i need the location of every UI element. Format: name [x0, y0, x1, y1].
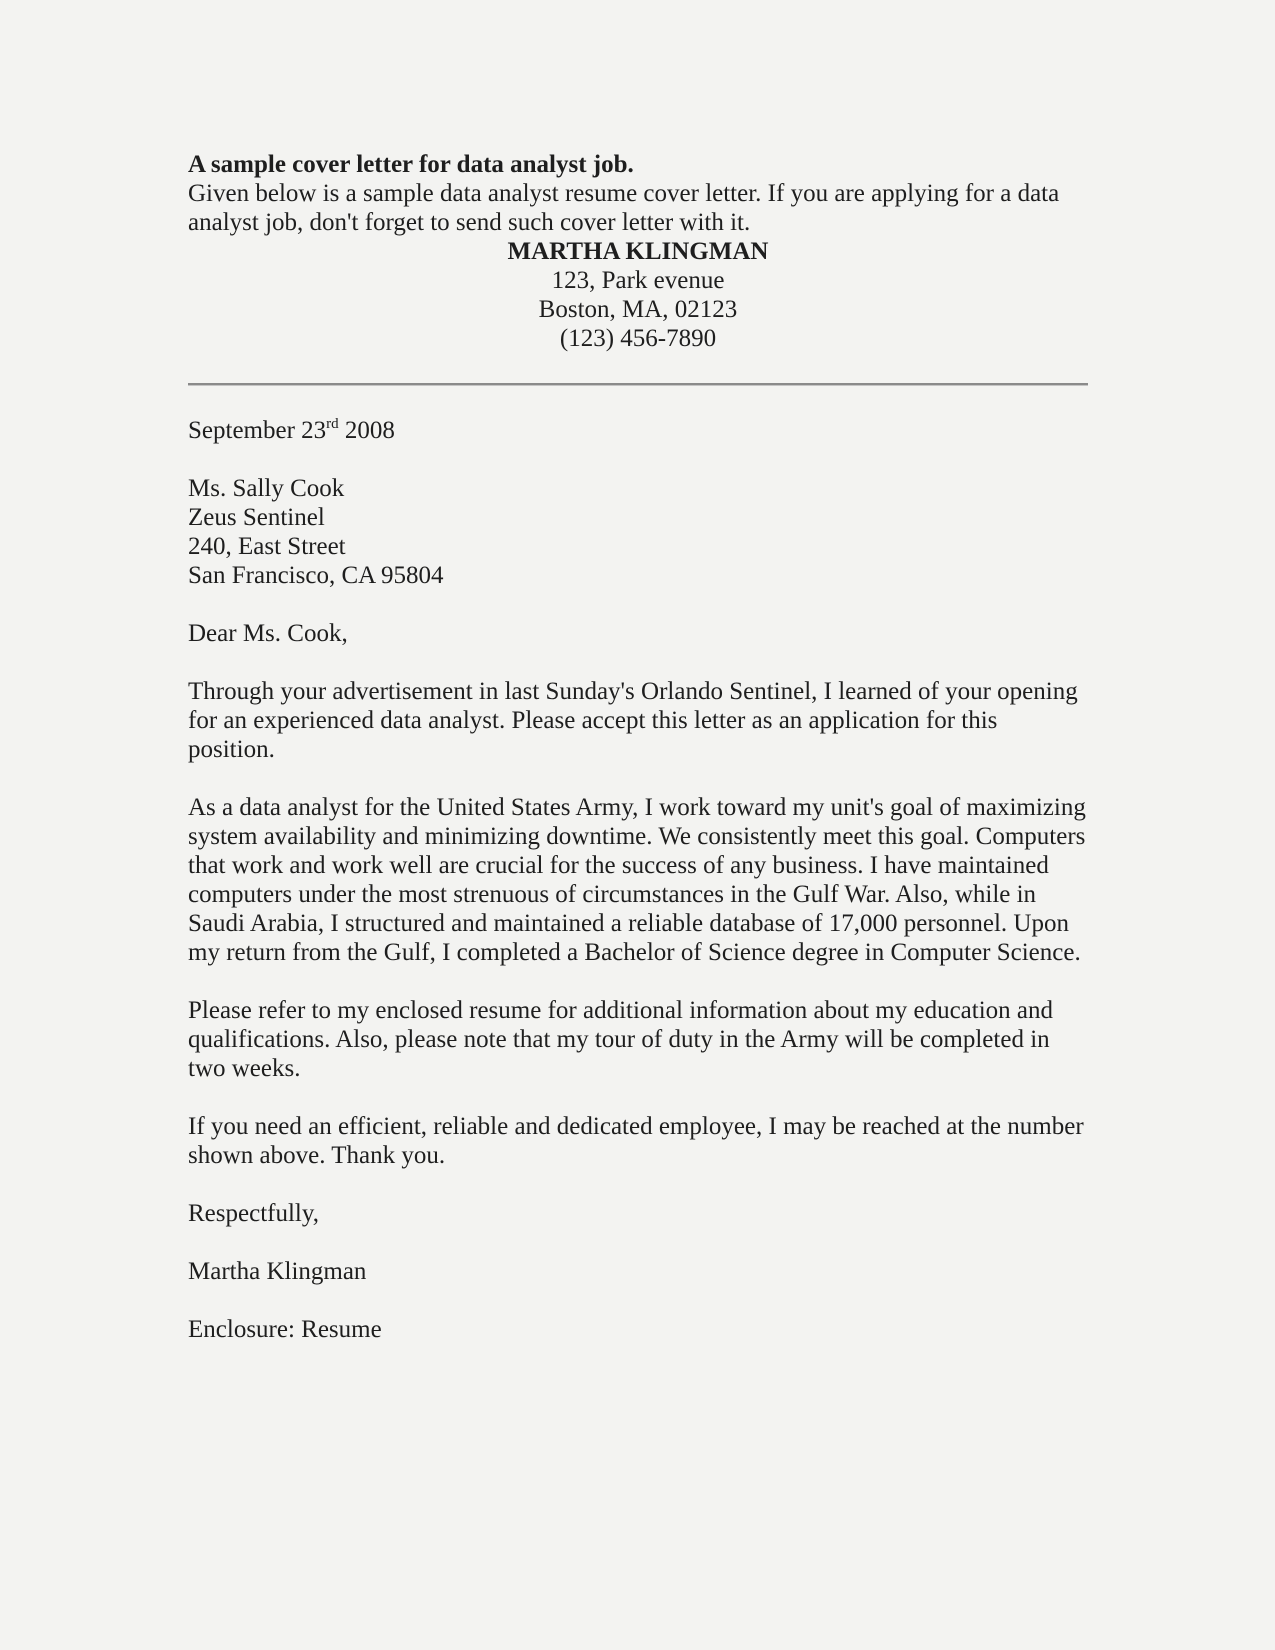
sender-phone: (123) 456-7890	[559, 325, 717, 352]
letter-date	[188, 416, 1088, 445]
recipient-company: Zeus Sentinel	[188, 504, 325, 531]
sender-name: MARTHA KLINGMAN	[507, 238, 769, 265]
salutation: Dear Ms. Cook,	[188, 620, 348, 647]
enclosure-note: Enclosure: Resume	[188, 1316, 382, 1343]
recipient-name: Ms. Sally Cook	[188, 475, 345, 502]
horizontal-divider	[188, 383, 1088, 386]
body-paragraph: As a data analyst for the United States Army, I work toward my unit's goal of maximizing system availability and minimizing downtime. We consistently meet this goal. Computers that work and work well are crucial for the success of any business. I have maintained computers under the most strenuous of circumstances in the Gulf War. Also, while in Saudi Arabia, I structured and maintained a reliable database of 17,000 personnel. Upon my return from the Gulf, I completed a Bachelor of Science degree in Computer Science.	[188, 794, 1086, 966]
sender-address-line1: 123, Park evenue	[551, 267, 725, 294]
date-year: 2008	[338, 417, 395, 444]
signature-name: Martha Klingman	[188, 1258, 367, 1285]
date-suffix: rd	[326, 416, 339, 432]
body-paragraph: Please refer to my enclosed resume for additional information about my education and qualifications. Also, please note that my tour of duty in the Army will be completed in two weeks.	[188, 997, 1054, 1082]
body-paragraph: If you need an efficient, reliable and dedicated employee, I may be reached at the number shown above. Thank you.	[188, 1113, 1084, 1169]
closing: Respectfully,	[188, 1200, 319, 1227]
recipient-address	[188, 474, 1088, 590]
date-month-day: September 23	[188, 417, 327, 444]
letterhead	[188, 237, 1088, 353]
recipient-street: 240, East Street	[188, 533, 346, 560]
recipient-city: San Francisco, CA 95804	[188, 562, 444, 589]
intro-text: Given below is a sample data analyst resume cover letter. If you are applying for a data analyst job, don't forget to send such cover letter with it.	[188, 180, 1060, 236]
letter-content	[188, 150, 1088, 1344]
sender-address-line2: Boston, MA, 02123	[538, 296, 738, 323]
body-paragraph: Through your advertisement in last Sunday's Orlando Sentinel, I learned of your opening for an experienced data analyst. Please accept this letter as an application for this position.	[188, 678, 1078, 763]
intro-title: A sample cover letter for data analyst job.	[188, 151, 634, 178]
